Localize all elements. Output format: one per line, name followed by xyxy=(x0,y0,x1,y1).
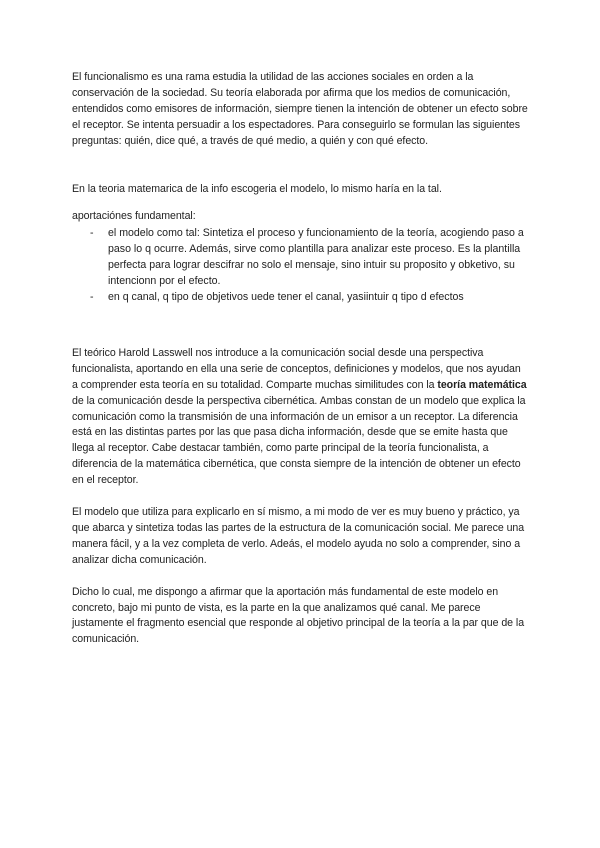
lasswell-text-end: de la comunicación desde la perspectiva cibernética. Ambas constan de un modelo que explica la comunicación como la transmisión de una información de un emisor a un receptor. La diferencia está en las distintas partes por las que pasa dicha información, desde que se emite hasta que llega al receptor. Cabe destacar también, como parte principal de la teoría funcionalista, a diferencia de la matemática cibernética, que consta siempre de la intención de obtener un efecto en el receptor. xyxy=(72,394,526,487)
lasswell-text-start: El teórico Harold Lasswell nos introduce a la comunicación social desde una perspectiva funcionalista, aportando en ella una serie de conceptos, definiciones y modelos, que nos ayudan a comprender esta teoría en su totalidad. Comparte muchas similitudes con la xyxy=(72,346,521,391)
bold-term-teoria-matematica: teoría matemática xyxy=(437,378,527,391)
paragraph-teoria-matematica: En la teoria matemarica de la info escogeria el modelo, lo mismo haría en la tal. xyxy=(72,182,442,195)
paragraph-modelo: El modelo que utiliza para explicarlo en sí mismo, a mi modo de ver es muy bueno y práctico, ya que abarca y sintetiza todas las partes de la estructura de la comunicación social. Me parece una manera fácil, y a la vez completa de verlo. Adeás, el modelo ayuda no solo a comprender, sino a analizar dicha comunicación. xyxy=(72,506,525,566)
list-item-text: el modelo como tal: Sintetiza el proceso y funcionamiento de la teoría, acogiendo paso a paso lo q ocurre. Además, sirve como plantilla para analizar este proceso. Es la plantilla perfecta para lograr descifrar no solo el mensaje, sino intuir su proposito y obketivo, su intencionn por el efecto. xyxy=(108,227,524,288)
list-heading: aportaciónes fundamental: xyxy=(72,210,196,223)
list-item xyxy=(72,226,528,290)
aportaciones-list xyxy=(72,226,528,306)
list-item xyxy=(72,290,528,306)
dash-bullet: - xyxy=(90,227,94,240)
paragraph-funcionalismo: El funcionalismo es una rama estudia la utilidad de las acciones sociales en orden a la conservación de la sociedad. Su teoría elaborada por afirma que los medios de comunicación, entendidos como emisores de información, siempre tienen la intención de obtener un efecto sobre el receptor. Se intenta persuadir a los espectadores. Para conseguirlo se formulan las siguientes preguntas: quién, dice qué, a través de qué medio, a quién y con qué efecto. xyxy=(72,71,528,147)
paragraph-lasswell xyxy=(72,346,528,489)
paragraph-conclusion: Dicho lo cual, me dispongo a afirmar que la aportación más fundamental de este modelo en concreto, bajo mi punto de vista, es la parte en la que analizamos qué canal. Me parece justamente el fragmento esencial que responde al objetivo principal de la teoría a la par que de la comunicación. xyxy=(72,585,525,646)
dash-bullet: - xyxy=(90,290,94,303)
list-item-text: en q canal, q tipo de objetivos uede tener el canal, yasiintuir q tipo d efectos xyxy=(108,290,464,303)
